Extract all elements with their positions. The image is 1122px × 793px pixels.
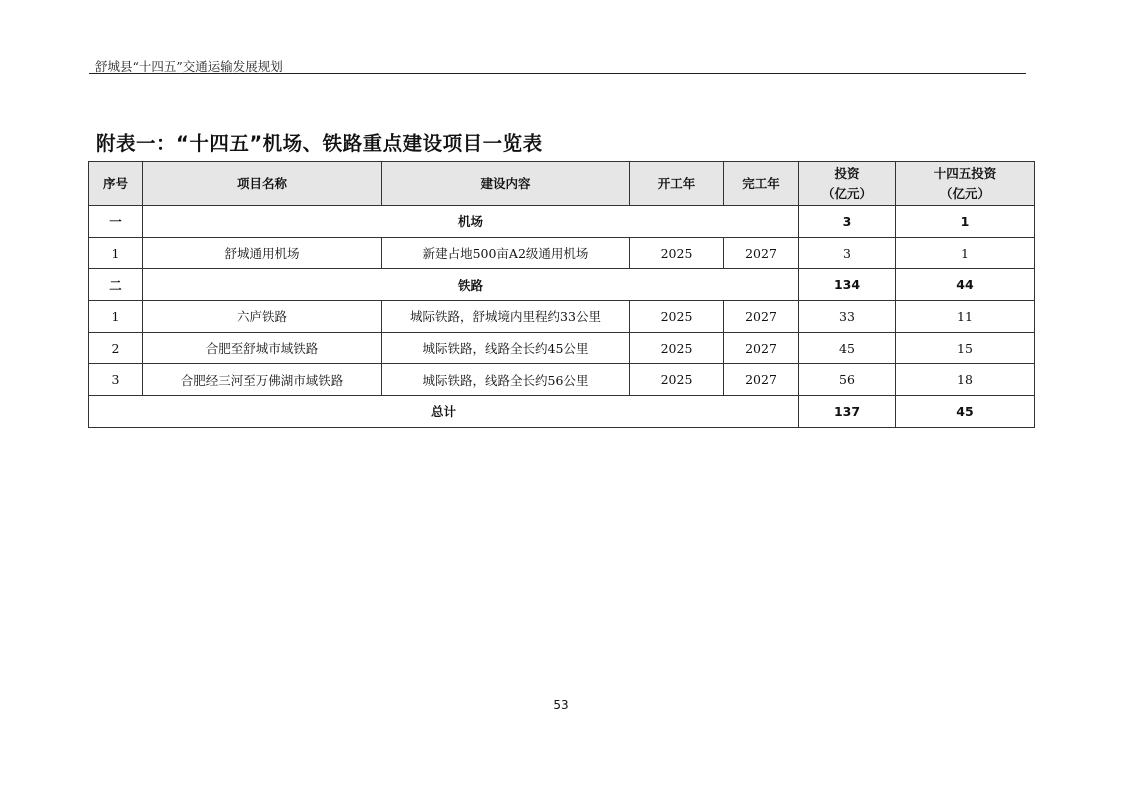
row-seq: 1: [89, 237, 143, 269]
section-seq: 一: [89, 206, 143, 238]
section-investment-145: 44: [896, 269, 1035, 301]
row-start-year: 2025: [630, 332, 724, 364]
table-row: [89, 237, 1035, 269]
section-label: 机场: [143, 206, 799, 238]
table-row: [89, 364, 1035, 396]
row-investment-145: 18: [896, 364, 1035, 396]
section-investment: 134: [799, 269, 896, 301]
header-content: 建设内容: [382, 162, 630, 206]
header-end-year: 完工年: [724, 162, 799, 206]
page-number: 53: [553, 698, 569, 712]
row-end-year: 2027: [724, 364, 799, 396]
running-header: 舒城县“十四五”交通运输发展规划: [95, 59, 283, 74]
row-end-year: 2027: [724, 332, 799, 364]
row-project-name: 舒城通用机场: [143, 237, 382, 269]
row-project-name: 合肥经三河至万佛湖市域铁路: [143, 364, 382, 396]
total-label: 总计: [89, 396, 799, 428]
section-label: 铁路: [143, 269, 799, 301]
row-project-name: 六庐铁路: [143, 301, 382, 333]
header-investment-145-line1: 十四五投资: [933, 165, 997, 181]
row-end-year: 2027: [724, 237, 799, 269]
row-investment-145: 11: [896, 301, 1035, 333]
page-title: 附表一：“十四五”机场、铁路重点建设项目一览表: [96, 132, 543, 155]
row-end-year: 2027: [724, 301, 799, 333]
row-investment-145: 1: [896, 237, 1035, 269]
projects-table: [88, 161, 1035, 428]
table-row: [89, 332, 1035, 364]
row-investment-145: 15: [896, 332, 1035, 364]
row-investment: 33: [799, 301, 896, 333]
header-investment-145-line2: （亿元）: [939, 185, 990, 201]
header-investment: [799, 162, 896, 206]
row-start-year: 2025: [630, 364, 724, 396]
row-start-year: 2025: [630, 237, 724, 269]
total-row: [89, 396, 1035, 428]
row-content: 城际铁路，舒城境内里程约33公里: [382, 301, 630, 333]
row-content: 城际铁路，线路全长约56公里: [382, 364, 630, 396]
header-name: 项目名称: [143, 162, 382, 206]
row-seq: 2: [89, 332, 143, 364]
row-seq: 3: [89, 364, 143, 396]
header-start-year: 开工年: [630, 162, 724, 206]
header-investment-line2: （亿元）: [821, 185, 872, 201]
total-investment: 137: [799, 396, 896, 428]
row-project-name: 合肥至舒城市域铁路: [143, 332, 382, 364]
section-investment: 3: [799, 206, 896, 238]
header-investment-145: [896, 162, 1035, 206]
section-investment-145: 1: [896, 206, 1035, 238]
header-row: [89, 162, 1035, 206]
section-row-railway: [89, 269, 1035, 301]
section-seq: 二: [89, 269, 143, 301]
header-rule: [89, 73, 1026, 74]
row-start-year: 2025: [630, 301, 724, 333]
row-investment: 56: [799, 364, 896, 396]
row-seq: 1: [89, 301, 143, 333]
row-investment: 3: [799, 237, 896, 269]
total-investment-145: 45: [896, 396, 1035, 428]
header-seq: 序号: [89, 162, 143, 206]
row-content: 城际铁路，线路全长约45公里: [382, 332, 630, 364]
section-row-airport: [89, 206, 1035, 238]
row-content: 新建占地500亩A2级通用机场: [382, 237, 630, 269]
row-investment: 45: [799, 332, 896, 364]
table-row: [89, 301, 1035, 333]
header-investment-line1: 投资: [834, 165, 860, 181]
